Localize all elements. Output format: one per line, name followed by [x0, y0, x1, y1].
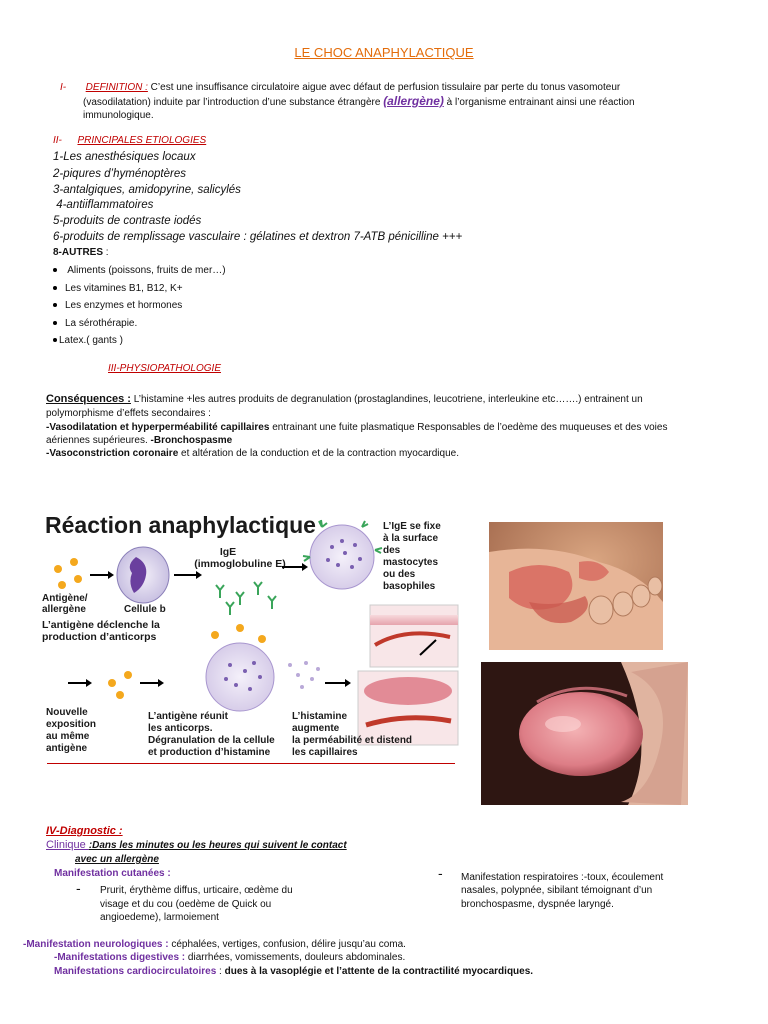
consequences-line-4: aériennes supérieures. -Bronchospasme	[46, 435, 233, 446]
definition-label: DEFINITION :	[85, 82, 148, 93]
cutanees-dash: -	[76, 880, 81, 896]
resp-line-2: nasales, polypnée, sibilant témoignant d’un	[461, 885, 653, 896]
urticaria-foot-photo	[489, 522, 663, 650]
svg-text:L’histamine: L’histamine	[292, 711, 348, 722]
etiology-item-5: 5-produits de contraste iodés	[53, 215, 202, 227]
diagnostic-heading: IV-Diagnostic :	[46, 825, 123, 837]
cutanees-label: Manifestation cutanées :	[54, 868, 171, 879]
page-title: LE CHOC ANAPHYLACTIQUE	[294, 45, 474, 60]
svg-text:à la surface: à la surface	[383, 533, 439, 544]
etiologies-label: PRINCIPALES ETIOLOGIES	[77, 135, 207, 146]
allergene-highlight: (allergène)	[383, 94, 444, 108]
etiology-item-2: 2-piqures d’hyménoptères	[53, 168, 186, 180]
definition-section	[60, 81, 750, 94]
svg-text:L’IgE se fixe: L’IgE se fixe	[383, 521, 441, 532]
svg-text:L’antigène déclenche la: L’antigène déclenche la	[42, 619, 160, 631]
definition-text-1: C’est une insuffisance circulatoire aigue avec défaut de perfusion tissulaire par perte du tonus vasomoteur	[147, 82, 621, 93]
svg-text:Antigène/: Antigène/	[42, 593, 88, 604]
autres-item-latex: Latex.( gants )	[53, 334, 123, 347]
resp-line-3: bronchospasme, dyspnée laryngé.	[461, 899, 614, 910]
cutanees-line-3: angioedeme), larmoiement	[100, 912, 219, 923]
bullet-icon	[53, 321, 57, 325]
anaphylaxis-diagram	[40, 505, 460, 765]
svg-text:Cellule b: Cellule b	[124, 604, 166, 615]
mast-cell-icon	[310, 525, 374, 589]
cardio-line: Manifestations cardiocirculatoires : dues à la vasoplégie et l’attente de la contractilité myocardiques.	[54, 966, 534, 977]
diagram-graphic	[40, 505, 460, 765]
svg-text:la perméabilité et distend: la perméabilité et distend	[292, 735, 413, 746]
autres-item-1: Aliments (poissons, fruits de mer…)	[53, 264, 226, 277]
consequences-line-2: polymorphisme d’effets secondaires :	[46, 408, 211, 419]
svg-text:mastocytes: mastocytes	[383, 557, 439, 568]
autres-item-4: La sérothérapie.	[53, 317, 137, 330]
svg-text:Nouvelle: Nouvelle	[46, 707, 88, 718]
clinique-line-2: avec un allergène	[75, 854, 159, 865]
autres-item-3: Les enzymes et hormones	[53, 299, 182, 312]
resp-line-1: Manifestation respiratoires :-toux, écoulement	[461, 872, 664, 883]
cutanees-line-1: Prurit, érythème diffus, urticaire, œdème du	[100, 885, 293, 896]
digestive-line: -Manifestations digestives : diarrhées, vomissements, douleurs abdominales.	[54, 952, 406, 963]
svg-text:L’antigène réunit: L’antigène réunit	[148, 711, 229, 722]
definition-line-2: (vasodilatation) induite par l’introduction d’une substance étrangère (allergène) à l’organisme entrainant ainsi une réaction	[83, 94, 635, 108]
svg-text:antigène: antigène	[46, 743, 88, 754]
svg-text:les capillaires: les capillaires	[292, 747, 358, 758]
bullet-icon	[53, 286, 57, 290]
svg-text:production d’anticorps: production d’anticorps	[42, 631, 157, 643]
etiology-item-3: 3-antalgiques, amidopyrine, salicylés	[53, 184, 241, 196]
resp-dash: -	[438, 865, 443, 881]
etiology-item-1: 1-Les anesthésiques locaux	[53, 151, 196, 163]
svg-text:au même: au même	[46, 731, 90, 742]
svg-text:exposition: exposition	[46, 719, 97, 730]
definition-line-3: immunologique.	[83, 110, 154, 121]
autres-item-2: Les vitamines B1, B12, K+	[53, 282, 183, 295]
cutanees-line-2: visage et du cou (oedème de Quick ou	[100, 899, 272, 910]
etiology-item-4: 4-antiiflammatoires	[53, 199, 154, 211]
autres-heading: 8-AUTRES :	[53, 247, 109, 258]
consequences-line-1: Conséquences : L’histamine +les autres produits de degranulation (prostaglandines, leucotriene, interleukine etc…….) entrainent un	[46, 393, 643, 405]
svg-text:ou des: ou des	[383, 569, 416, 580]
antigen-stars-icon	[54, 558, 82, 589]
neuro-line: -Manifestation neurologiques : céphalées, vertiges, confusion, délire jusqu’au coma.	[23, 939, 406, 950]
mast-cell-degranulating-icon	[206, 643, 274, 711]
antibodies-icon	[216, 582, 276, 615]
svg-text:Dégranulation de la cellule: Dégranulation de la cellule	[148, 735, 275, 746]
angioedema-tongue-photo	[481, 662, 688, 805]
clinique-line-1: Clinique :Dans les minutes ou les heures qui suivent le contact	[46, 839, 347, 851]
definition-number: I-	[60, 82, 67, 93]
bullet-icon	[53, 303, 57, 307]
svg-text:augmente: augmente	[292, 723, 340, 734]
physio-heading: III-PHYSIOPATHOLOGIE	[108, 363, 221, 374]
consequences-line-5: -Vasoconstriction coronaire et altération de la conduction et de la contraction myocardique.	[46, 448, 459, 459]
svg-text:les anticorps.: les anticorps.	[148, 723, 213, 734]
clinique-label: Clinique	[46, 839, 89, 851]
etiologies-heading: II- PRINCIPALES ETIOLOGIES	[53, 135, 207, 146]
bullet-icon	[53, 268, 57, 272]
svg-text:et production d’histamine: et production d’histamine	[148, 747, 271, 758]
etiology-item-6: 6-produits de remplissage vasculaire : gélatines et dextron 7-ATB pénicilline +++	[53, 231, 463, 243]
svg-text:(immoglobuline E): (immoglobuline E)	[194, 558, 286, 570]
consequences-label: Conséquences :	[46, 393, 131, 405]
svg-text:basophiles: basophiles	[383, 581, 436, 592]
svg-text:allergène: allergène	[42, 604, 86, 615]
svg-text:des: des	[383, 545, 401, 556]
diagram-underline	[47, 763, 455, 764]
svg-text:IgE: IgE	[219, 546, 237, 558]
consequences-line-3: -Vasodilatation et hyperperméabilité capillaires entrainant une fuite plasmatique Responsables de l’oedème des muqueuses et des voies	[46, 422, 668, 433]
bullet-icon	[53, 338, 57, 342]
diagram-title: Réaction anaphylactique	[45, 512, 316, 538]
